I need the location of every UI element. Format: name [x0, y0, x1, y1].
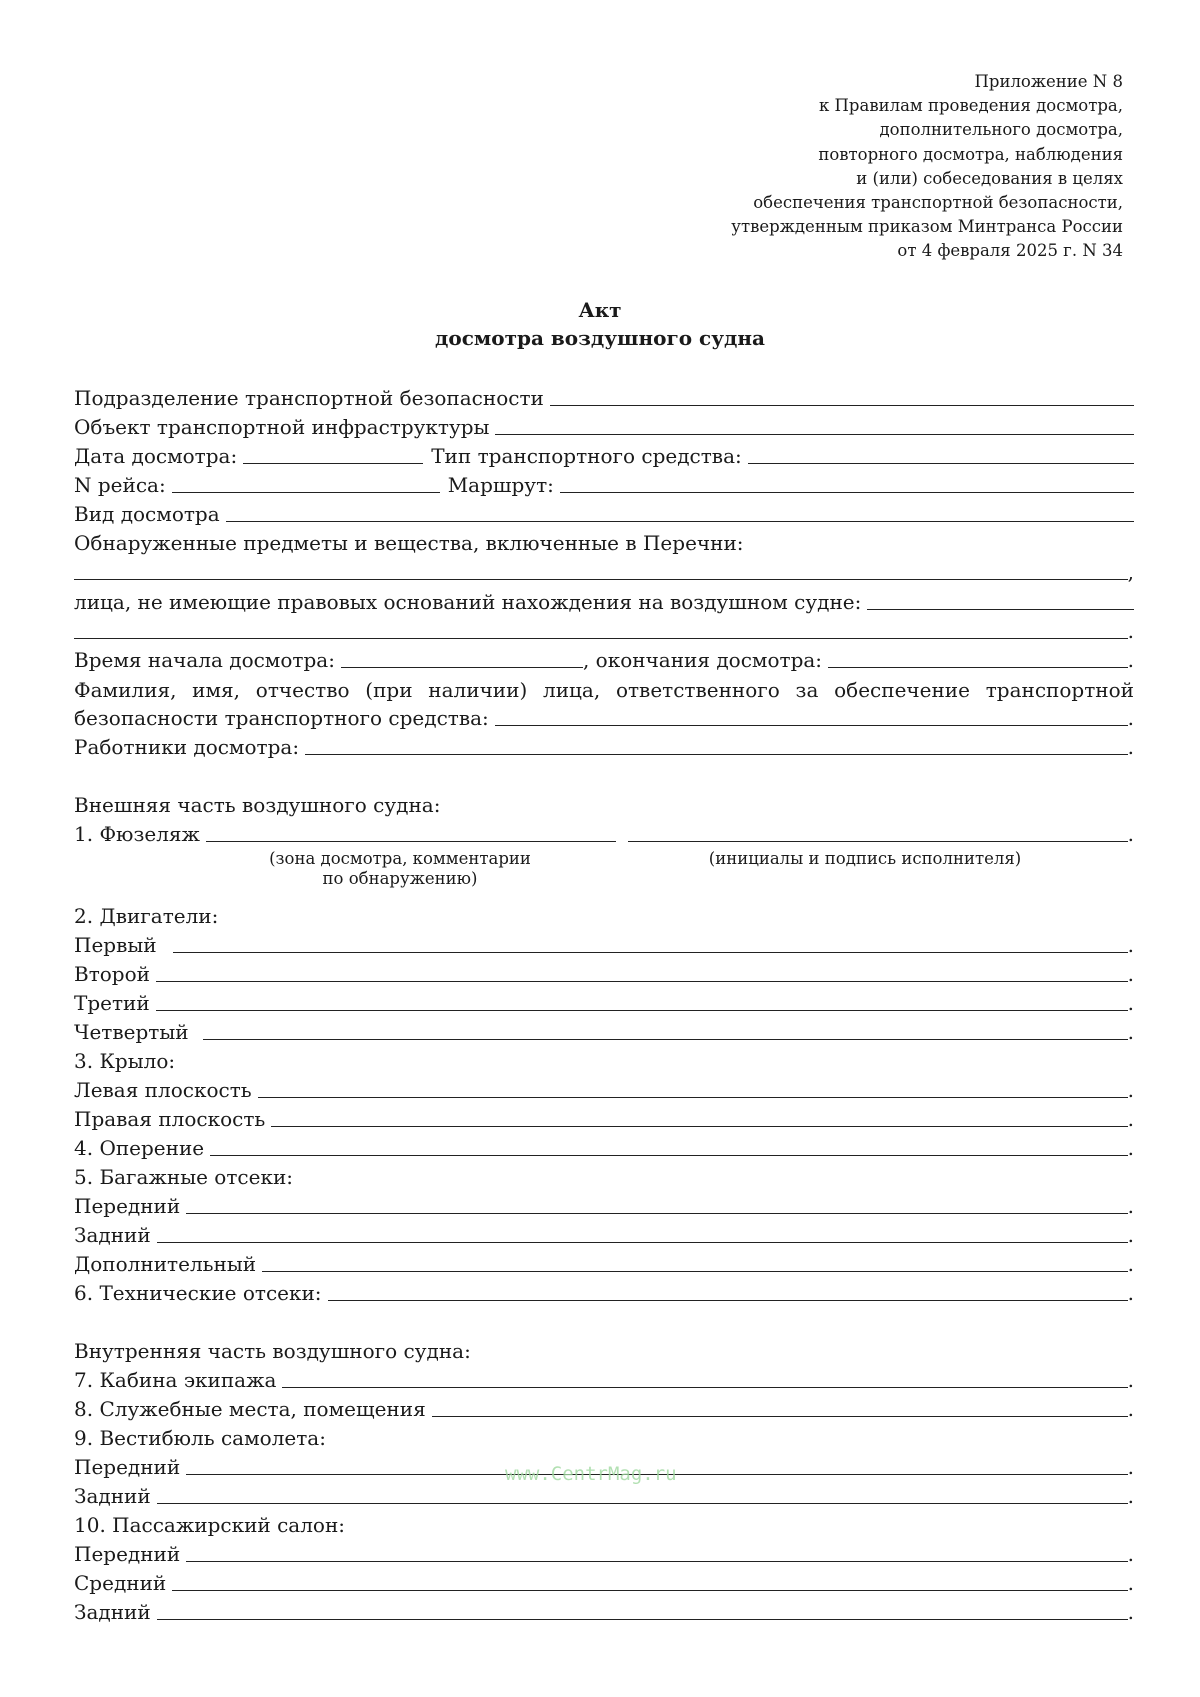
vestibule-rear-row	[74, 1481, 1134, 1509]
end-time-field[interactable]	[828, 667, 1128, 668]
signature-caption: (инициалы и подпись исполнителя)	[708, 849, 1022, 868]
cargo-extra-label: Дополнительный	[74, 1252, 257, 1276]
found-items-blank-row	[74, 557, 1134, 585]
division-label: Подразделение транспортной безопасности	[74, 386, 544, 410]
period-mark: .	[1127, 1542, 1134, 1566]
fuselage-row	[74, 819, 1134, 847]
period-mark: .	[1127, 619, 1134, 643]
flight-label: N рейса:	[74, 473, 166, 497]
cockpit-label: 7. Кабина экипажа	[74, 1368, 277, 1392]
section-heading: Внутренняя часть воздушного судна:	[74, 1339, 471, 1363]
watermark: www.CentrMag.ru	[505, 1463, 677, 1485]
flight-route-row	[74, 470, 1134, 498]
end-time-label: , окончания досмотра:	[582, 648, 823, 672]
time-row	[74, 645, 1134, 673]
period-mark: .	[1127, 1397, 1134, 1421]
appendix-note	[731, 70, 1123, 264]
engine-second-row	[74, 959, 1134, 987]
responsible-field[interactable]	[495, 725, 1128, 726]
flight-field[interactable]	[172, 492, 440, 493]
engine-fourth-field[interactable]	[203, 1039, 1128, 1040]
period-mark: .	[1127, 1484, 1134, 1508]
fuselage-signature-field[interactable]	[628, 841, 1128, 842]
document-subtitle: досмотра воздушного судна	[435, 326, 765, 350]
appendix-line: утвержденным приказом Минтранса России	[731, 217, 1123, 237]
workers-row	[74, 732, 1134, 760]
persons-field[interactable]	[867, 609, 1134, 610]
engine-first-label: Первый	[74, 933, 157, 957]
tail-label: 4. Оперение	[74, 1136, 205, 1160]
cargo-extra-field[interactable]	[262, 1271, 1128, 1272]
wing-label: 3. Крыло:	[74, 1049, 176, 1073]
engine-first-row	[74, 930, 1134, 958]
inspection-type-label: Вид досмотра	[74, 502, 220, 526]
period-mark: .	[1127, 822, 1134, 846]
cabin-middle-label: Средний	[74, 1571, 167, 1595]
engines-label: 2. Двигатели:	[74, 904, 219, 928]
period-mark: .	[1127, 735, 1134, 759]
period-mark: .	[1127, 1571, 1134, 1595]
period-mark: .	[1127, 1455, 1134, 1479]
engine-second-field[interactable]	[156, 981, 1128, 982]
vestibule-front-label: Передний	[74, 1455, 181, 1479]
cargo-extra-row	[74, 1249, 1134, 1277]
cabin-front-field[interactable]	[186, 1561, 1127, 1562]
period-mark: .	[1127, 1107, 1134, 1131]
vestibule-rear-field[interactable]	[157, 1503, 1128, 1504]
period-mark: .	[1127, 1368, 1134, 1392]
technical-label: 6. Технические отсеки:	[74, 1281, 322, 1305]
period-mark: .	[1127, 1194, 1134, 1218]
cabin-middle-field[interactable]	[172, 1590, 1127, 1591]
start-time-field[interactable]	[341, 667, 583, 668]
cabin-heading	[74, 1510, 1134, 1538]
engine-second-label: Второй	[74, 962, 150, 986]
date-label: Дата досмотра:	[74, 444, 238, 468]
cargo-front-field[interactable]	[186, 1213, 1127, 1214]
appendix-line: к Правилам проведения досмотра,	[818, 96, 1123, 116]
division-field[interactable]	[550, 405, 1134, 406]
cargo-front-row	[74, 1191, 1134, 1219]
date-field[interactable]	[243, 463, 423, 464]
vehicle-type-field[interactable]	[748, 463, 1134, 464]
section-heading: Внешняя часть воздушного судна:	[74, 793, 441, 817]
inspection-type-field[interactable]	[226, 521, 1134, 522]
external-heading	[74, 790, 1134, 818]
vestibule-heading	[74, 1423, 1134, 1451]
comma-mark: ,	[1127, 560, 1134, 584]
found-items-field[interactable]	[74, 579, 1128, 580]
vehicle-type-label: Тип транспортного средства:	[431, 444, 742, 468]
engines-heading	[74, 901, 1134, 929]
cabin-rear-field[interactable]	[157, 1619, 1128, 1620]
service-row	[74, 1394, 1134, 1422]
route-field[interactable]	[560, 492, 1134, 493]
appendix-line: обеспечения транспортной безопасности,	[753, 193, 1123, 213]
division-row	[74, 383, 1134, 411]
zone-caption	[250, 849, 550, 889]
tail-field[interactable]	[210, 1155, 1128, 1156]
period-mark: .	[1127, 1223, 1134, 1247]
period-mark: .	[1127, 1281, 1134, 1305]
appendix-line: дополнительного досмотра,	[879, 120, 1123, 140]
period-mark: .	[1127, 706, 1134, 730]
appendix-line: Приложение N 8	[974, 72, 1123, 91]
route-label: Маршрут:	[447, 473, 554, 497]
appendix-line: и (или) собеседования в целях	[856, 168, 1123, 188]
found-items-row	[74, 528, 1134, 556]
persons-label: лица, не имеющие правовых оснований нахождения на воздушном судне:	[74, 590, 862, 614]
cabin-rear-label: Задний	[74, 1600, 151, 1624]
persons-blank-row	[74, 616, 1134, 644]
right-plane-row	[74, 1104, 1134, 1132]
left-plane-row	[74, 1075, 1134, 1103]
responsible-label-line2: безопасности транспортного средства:	[74, 706, 489, 730]
cargo-rear-label: Задний	[74, 1223, 151, 1247]
fuselage-zone-field[interactable]	[206, 841, 616, 842]
inspection-type-row	[74, 499, 1134, 527]
zone-caption-line2: по обнаружению)	[322, 869, 478, 888]
document-title: Акт	[578, 298, 622, 322]
engine-third-label: Третий	[74, 991, 150, 1015]
cargo-front-label: Передний	[74, 1194, 181, 1218]
found-items-label: Обнаруженные предметы и вещества, включенные в Перечни:	[74, 531, 744, 555]
cabin-front-label: Передний	[74, 1542, 181, 1566]
left-plane-field[interactable]	[258, 1097, 1128, 1098]
appendix-line: повторного досмотра, наблюдения	[818, 144, 1123, 164]
period-mark: .	[1127, 1136, 1134, 1160]
service-field[interactable]	[432, 1416, 1128, 1417]
cabin-label: 10. Пассажирский салон:	[74, 1513, 346, 1537]
engine-third-field[interactable]	[156, 1010, 1128, 1011]
service-label: 8. Служебные места, помещения	[74, 1397, 426, 1421]
start-time-label: Время начала досмотра:	[74, 648, 335, 672]
engine-fourth-row	[74, 1017, 1134, 1045]
object-row	[74, 412, 1134, 440]
period-mark: .	[1127, 1078, 1134, 1102]
technical-field[interactable]	[328, 1300, 1128, 1301]
object-label: Объект транспортной инфраструктуры	[74, 415, 490, 439]
responsible-label-line1: Фамилия, имя, отчество (при наличии) лица, ответственного за обеспечение транспортной	[74, 678, 1134, 702]
vestibule-label: 9. Вестибюль самолета:	[74, 1426, 326, 1450]
persons-field-continued[interactable]	[74, 638, 1128, 639]
cabin-rear-row	[74, 1597, 1134, 1625]
persons-row	[74, 587, 1134, 615]
technical-row	[74, 1278, 1134, 1306]
date-type-row	[74, 441, 1134, 469]
engine-fourth-label: Четвертый	[74, 1020, 189, 1044]
period-mark: .	[1127, 933, 1134, 957]
right-plane-field[interactable]	[271, 1126, 1127, 1127]
workers-field[interactable]	[305, 754, 1128, 755]
period-mark: .	[1127, 1020, 1134, 1044]
period-mark: .	[1127, 962, 1134, 986]
left-plane-label: Левая плоскость	[74, 1078, 252, 1102]
tail-row	[74, 1133, 1134, 1161]
internal-heading	[74, 1336, 1134, 1364]
engine-first-field[interactable]	[173, 952, 1128, 953]
right-plane-label: Правая плоскость	[74, 1107, 266, 1131]
cockpit-row	[74, 1365, 1134, 1393]
cargo-label: 5. Багажные отсеки:	[74, 1165, 294, 1189]
period-mark: .	[1127, 1252, 1134, 1276]
engine-third-row	[74, 988, 1134, 1016]
zone-caption-line1: (зона досмотра, комментарии	[269, 849, 531, 868]
wing-heading	[74, 1046, 1134, 1074]
cargo-heading	[74, 1162, 1134, 1190]
cabin-front-row	[74, 1539, 1134, 1567]
cockpit-field[interactable]	[282, 1387, 1127, 1388]
cabin-middle-row	[74, 1568, 1134, 1596]
period-mark: .	[1127, 1600, 1134, 1624]
appendix-line: от 4 февраля 2025 г. N 34	[897, 241, 1123, 261]
workers-label: Работники досмотра:	[74, 735, 300, 759]
object-field[interactable]	[495, 434, 1134, 435]
cargo-rear-field[interactable]	[157, 1242, 1128, 1243]
period-mark: .	[1127, 648, 1134, 672]
period-mark: .	[1127, 991, 1134, 1015]
responsible-row	[74, 703, 1134, 731]
cargo-rear-row	[74, 1220, 1134, 1248]
vestibule-rear-label: Задний	[74, 1484, 151, 1508]
fuselage-label: 1. Фюзеляж	[74, 822, 200, 846]
